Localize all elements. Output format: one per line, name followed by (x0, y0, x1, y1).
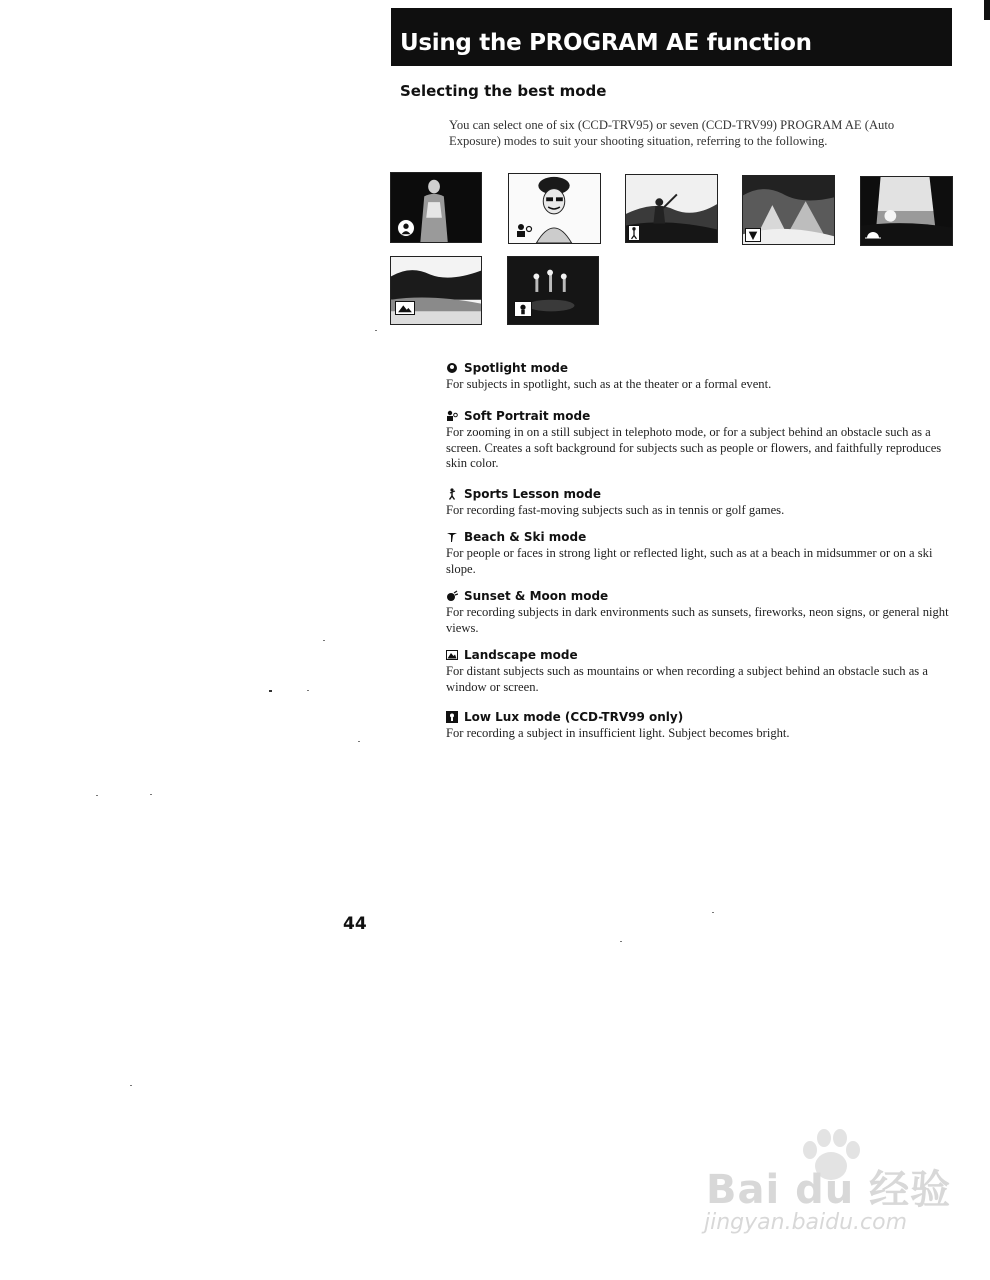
spotlight-icon (397, 219, 415, 237)
mode-description: For subjects in spotlight, such as at the theater or a formal event. (446, 377, 772, 391)
mode-title: Spotlight mode (464, 361, 568, 375)
title-bar (391, 8, 952, 66)
mode-description: For recording a subject in insufficient light. Subject becomes bright. (446, 726, 790, 740)
baidu-watermark (700, 1128, 952, 1248)
thumbnail-sunset-moon (860, 176, 953, 246)
scan-speck (712, 912, 714, 913)
sunset-moon-icon (446, 590, 458, 602)
soft-portrait-icon (515, 222, 533, 238)
mode-spotlight (446, 361, 951, 393)
landscape-icon (395, 301, 415, 315)
scan-speck (130, 1085, 132, 1086)
watermark-url: jingyan.baidu.com (704, 1210, 908, 1235)
scan-speck (620, 941, 622, 942)
thumbnail-beach-ski (742, 175, 835, 245)
beach-ski-icon (446, 531, 458, 543)
page-title: Using the PROGRAM AE function (400, 30, 812, 56)
mode-title: Beach & Ski mode (464, 530, 587, 544)
scan-speck (269, 690, 272, 692)
mode-title: Sports Lesson mode (464, 487, 601, 501)
mode-title: Landscape mode (464, 648, 578, 662)
scan-speck (358, 741, 360, 742)
mode-description: For zooming in on a still subject in telephoto mode, or for a subject behind an obstacle such as a screen. Creates a soft background for subjects such as people or flowers, and faithfully reproduces skin color. (446, 425, 942, 470)
sunset-moon-icon (865, 227, 881, 239)
mode-sports-lesson (446, 487, 951, 519)
section-heading: Selecting the best mode (400, 82, 607, 100)
spotlight-icon (446, 362, 458, 374)
thumbnail-spotlight (390, 172, 482, 243)
scan-speck (307, 690, 309, 691)
scan-speck (150, 794, 152, 795)
mode-soft-portrait (446, 409, 951, 472)
soft-portrait-icon (446, 410, 458, 422)
landscape-icon (446, 649, 458, 661)
low-lux-icon (446, 711, 458, 723)
mode-description: For recording subjects in dark environments such as sunsets, fireworks, neon signs, or general night views. (446, 605, 949, 635)
mode-beach-ski (446, 530, 951, 577)
thumbnail-soft-portrait (508, 173, 601, 244)
mode-description: For recording fast-moving subjects such as in tennis or golf games. (446, 503, 785, 517)
mode-low-lux (446, 710, 951, 742)
scan-speck (96, 795, 98, 796)
mode-title: Soft Portrait mode (464, 409, 591, 423)
mode-sunset-moon (446, 589, 951, 636)
sports-lesson-icon (628, 225, 640, 241)
page-number: 44 (343, 914, 367, 934)
thumbnail-landscape (390, 256, 482, 325)
mode-landscape (446, 648, 951, 695)
scan-speck (323, 640, 325, 641)
beach-ski-icon (745, 228, 761, 242)
mode-title: Low Lux mode (CCD-TRV99 only) (464, 710, 684, 724)
thumbnail-sports-lesson (625, 174, 718, 243)
thumbnail-low-lux (507, 256, 599, 325)
mode-title: Sunset & Moon mode (464, 589, 609, 603)
low-lux-icon (514, 301, 532, 317)
scan-speck (375, 330, 377, 331)
watermark-brand: Bai du 经验 (706, 1167, 952, 1213)
sports-lesson-icon (446, 488, 458, 500)
page-edge-mark (984, 0, 990, 20)
mode-description: For distant subjects such as mountains or when recording a subject behind an obstacle such as a window or screen. (446, 664, 928, 694)
mode-description: For people or faces in strong light or reflected light, such as at a beach in midsummer or on a ski slope. (446, 546, 933, 576)
intro-paragraph: You can select one of six (CCD-TRV95) or seven (CCD-TRV99) PROGRAM AE (Auto Exposure) modes to suit your shooting situation, referring to the following. (449, 118, 895, 148)
